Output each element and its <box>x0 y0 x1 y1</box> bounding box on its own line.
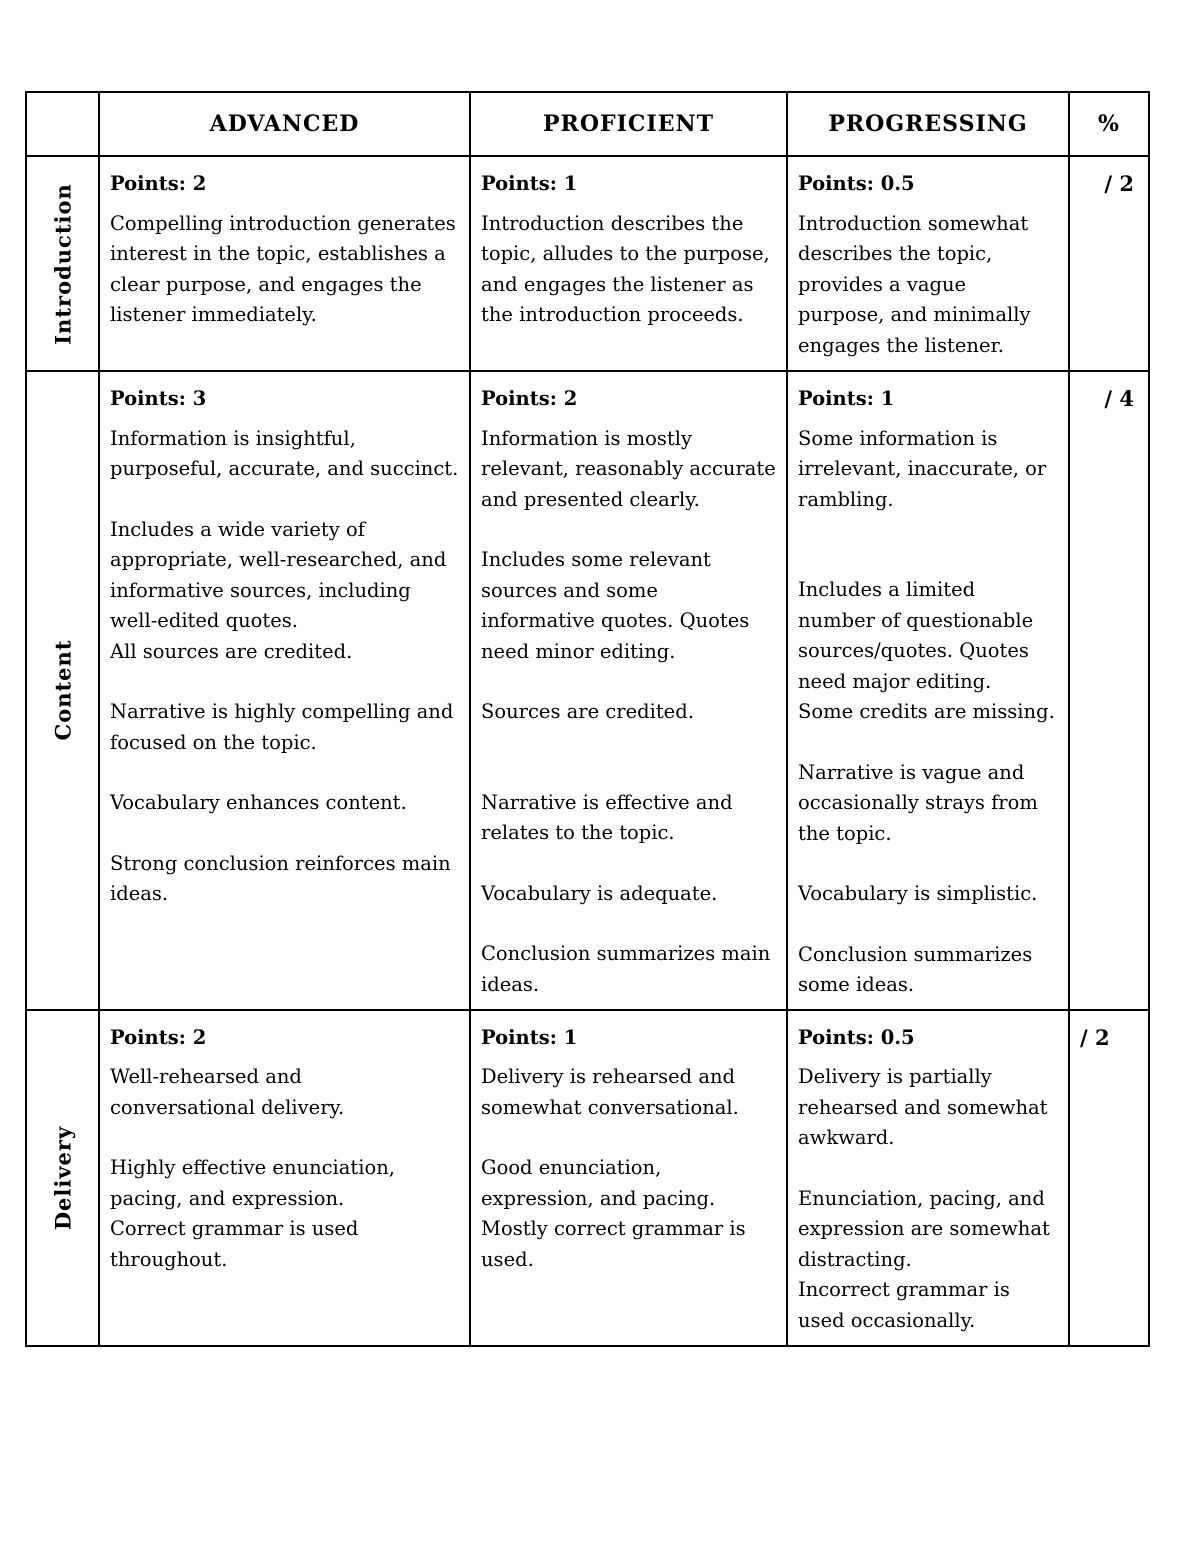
cell-delivery-progressing <box>787 1010 1069 1346</box>
paragraph-gap <box>481 667 777 697</box>
row-header-delivery <box>26 1010 99 1346</box>
row-delivery <box>26 1010 1149 1346</box>
score-content: / 4 <box>1069 371 1149 1010</box>
row-label: Content <box>50 639 75 741</box>
criteria-text: Information is insightful, purposeful, accurate, and succinct. <box>110 426 459 480</box>
row-content <box>26 371 1149 1010</box>
criteria-text: Enunciation, pacing, and expression are somewhat distracting. Incorrect grammar is used occasionally. <box>798 1186 1050 1332</box>
row-label: Introduction <box>50 182 75 345</box>
criteria-text: Information is mostly relevant, reasonably accurate and presented clearly. <box>481 426 776 511</box>
criteria-text: Vocabulary enhances content. <box>110 791 407 814</box>
points-label: Points: 2 <box>110 172 207 195</box>
criteria-text: Introduction describes the topic, alludes to the purpose, and engages the listener as the introduction proceeds. <box>481 211 770 326</box>
criteria-text: Delivery is partially rehearsed and somewhat awkward. <box>798 1065 1048 1149</box>
score-delivery: / 2 <box>1069 1010 1149 1346</box>
paragraph-gap <box>798 728 1059 758</box>
points-label: Points: 1 <box>798 387 895 410</box>
points-label: Points: 2 <box>110 1025 207 1049</box>
cell-introduction-advanced <box>99 156 470 371</box>
rubric-table <box>25 91 1150 1347</box>
criteria-text: Sources are credited. <box>481 700 694 723</box>
header-blank <box>26 92 99 156</box>
row-introduction <box>26 156 1149 371</box>
paragraph-gap <box>798 910 1059 940</box>
header-row <box>26 92 1149 156</box>
criteria-text: Narrative is highly compelling and focused on the topic. <box>110 700 454 754</box>
paragraph-gap <box>481 909 777 939</box>
criteria-text: Includes some relevant sources and some informative quotes. Quotes need minor editing. <box>481 548 750 663</box>
criteria-text: Highly effective enunciation, pacing, and expression. Correct grammar is used throughout. <box>110 1156 395 1271</box>
criteria-text: Compelling introduction generates interest in the topic, establishes a clear purpose, and engages the listener immediately. <box>110 211 456 326</box>
cell-content-progressing <box>787 371 1069 1010</box>
criteria-text: Vocabulary is adequate. <box>481 881 718 905</box>
paragraph-gap <box>481 1123 777 1153</box>
cell-content-proficient <box>470 371 787 1010</box>
row-label: Delivery <box>50 1125 75 1230</box>
header-proficient: PROFICIENT <box>470 92 787 156</box>
points-label: Points: 2 <box>481 387 578 410</box>
paragraph-gap <box>481 728 777 758</box>
cell-delivery-advanced <box>99 1010 470 1346</box>
row-header-introduction <box>26 156 99 371</box>
paragraph-gap <box>798 515 1059 545</box>
criteria-text: Conclusion summarizes some ideas. <box>798 942 1033 996</box>
points-label: Points: 1 <box>481 1025 578 1049</box>
criteria-text: Some information is irrelevant, inaccurate, or rambling. <box>798 426 1047 511</box>
row-header-content <box>26 371 99 1010</box>
criteria-text: Introduction somewhat describes the topic, provides a vague purpose, and minimally engages the listener. <box>798 211 1031 357</box>
paragraph-gap <box>798 545 1059 575</box>
criteria-text: Includes a limited number of questionable sources/quotes. Quotes need major editing. Some credits are missing. <box>798 578 1055 723</box>
paragraph-gap <box>110 819 460 849</box>
cell-delivery-proficient <box>470 1010 787 1346</box>
paragraph-gap <box>481 758 777 788</box>
header-percent: % <box>1069 92 1149 156</box>
criteria-text: Delivery is rehearsed and somewhat conversational. <box>481 1065 739 1119</box>
points-label: Points: 1 <box>481 172 578 195</box>
criteria-text: Well-rehearsed and conversational delivery. <box>110 1065 345 1119</box>
header-advanced: ADVANCED <box>99 92 470 156</box>
criteria-text: Conclusion summarizes main ideas. <box>481 942 771 996</box>
points-label: Points: 0.5 <box>798 172 915 195</box>
cell-content-advanced <box>99 371 470 1010</box>
criteria-text: Good enunciation, expression, and pacing. Mostly correct grammar is used. <box>481 1156 746 1271</box>
paragraph-gap <box>481 515 777 545</box>
criteria-text: Narrative is effective and relates to the topic. <box>481 790 733 844</box>
paragraph-gap <box>481 849 777 879</box>
paragraph-gap <box>798 1154 1059 1184</box>
paragraph-gap <box>110 667 460 697</box>
paragraph-gap <box>110 1123 460 1153</box>
header-progressing: PROGRESSING <box>787 92 1069 156</box>
paragraph-gap <box>110 758 460 788</box>
paragraph-gap <box>798 849 1059 879</box>
criteria-text: Vocabulary is simplistic. <box>798 882 1038 905</box>
cell-introduction-progressing <box>787 156 1069 371</box>
paragraph-gap <box>110 485 460 515</box>
criteria-text: Strong conclusion reinforces main ideas. <box>110 851 451 905</box>
cell-introduction-proficient <box>470 156 787 371</box>
score-introduction: / 2 <box>1069 156 1149 371</box>
points-label: Points: 0.5 <box>798 1025 915 1049</box>
criteria-text: Includes a wide variety of appropriate, well-researched, and informative sources, including well-edited quotes. All sources are credited. <box>110 517 447 663</box>
criteria-text: Narrative is vague and occasionally strays from the topic. <box>798 760 1038 845</box>
points-label: Points: 3 <box>110 387 207 410</box>
